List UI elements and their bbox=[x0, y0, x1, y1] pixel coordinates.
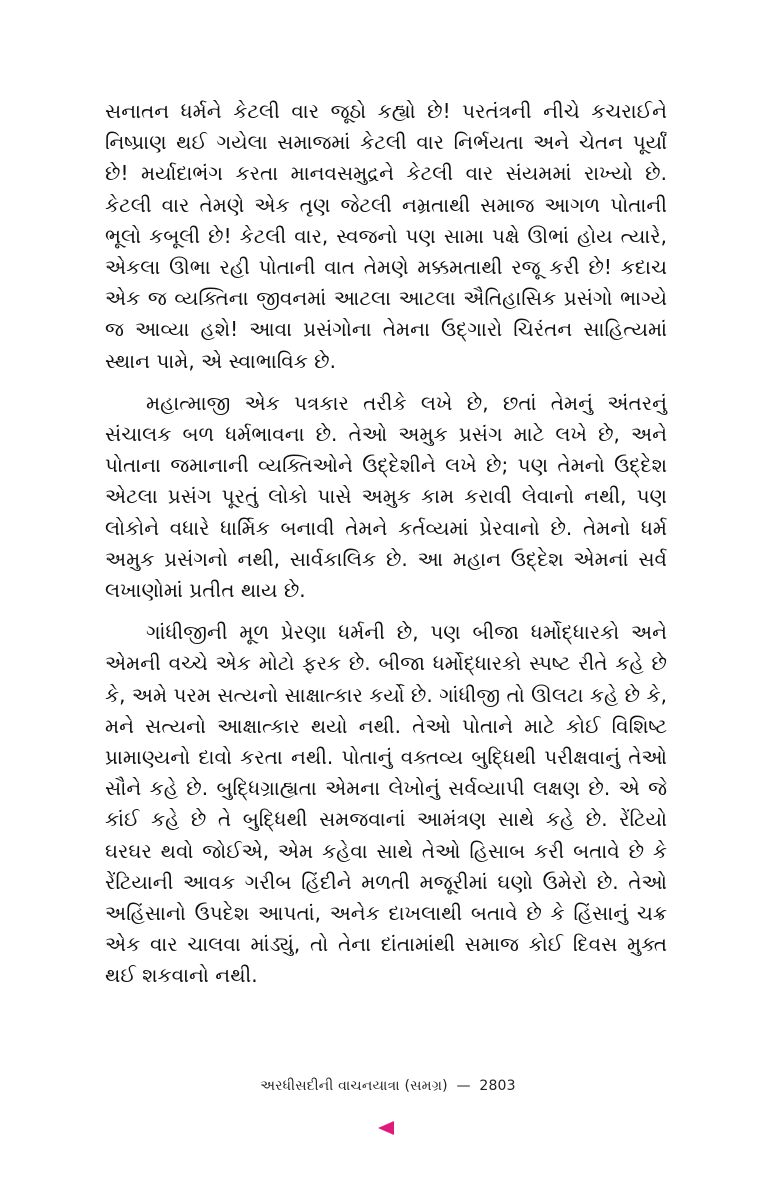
paragraph-1: સનાતન ધર્મને કેટલી વાર જૂઠો કહ્યો છે! પરતંત્રની નીચે કચરાઈને નિષ્પ્રાણ થઈ ગયેલા સમાજમાં કેટલી વાર નિર્ભયતા અને ચેતન પૂર્યાં છે! મર્યાદાભંગ કરતા માનવસમુદ્રને કેટલી વાર સંયમમાં રાખ્યો છે. કેટલી વાર તેમણે એક તૃણ જેટલી નમ્રતાથી સમાજ આગળ પોતાની ભૂલો કબૂલી છે! કેટલી વાર, સ્વજનો પણ સામા પક્ષે ઊભાં હોય ત્યારે, એકલા ઊભા રહી પોતાની વાત તેમણે મક્કમતાથી રજૂ કરી છે! કદાચ એક જ વ્યક્તિના જીવનમાં આટલા આટલા ઐતિહાસિક પ્રસંગો ભાગ્યે જ આવ્યા હશે! આવા પ્રસંગોના તેમના ઉદ્‌ગારો ચિરંતન સાહિત્યમાં સ્થાન પામે, એ સ્વાભાવિક છે. bbox=[105, 99, 667, 373]
paragraph-2: મહાત્માજી એક પત્રકાર તરીકે લખે છે, છતાં તેમનું અંતરનું સંચાલક બળ ધર્મભાવના છે. તેઓ અમુક પ્રસંગ માટે લખે છે, અને પોતાના જમાનાની વ્યક્તિઓને ઉદ્દેશીને લખે છે; પણ તેમનો ઉદ્દેશ એટલા પ્રસંગ પૂરતું લોકો પાસે અમુક કામ કરાવી લેવાનો નથી, પણ લોકોને વધારે ધાર્મિક બનાવી તેમને કર્તવ્યમાં પ્રેરવાનો છે. તેમનો ધર્મ અમુક પ્રસંગનો નથી, સાર્વકાલિક છે. આ મહાન ઉદ્દેશ એમનાં સર્વ લખાણોમાં પ્રતીત થાય છે. bbox=[105, 390, 667, 603]
previous-page-arrow-icon[interactable] bbox=[378, 1121, 394, 1135]
body-text bbox=[105, 96, 667, 1003]
paragraph-3: ગાંધીજીની મૂળ પ્રેરણા ધર્મની છે, પણ બીજા ધર્મોદ્ધારકો અને એમની વચ્ચે એક મોટો ફરક છે. બીજા ધર્મોદ્ધારકો સ્પષ્ટ રીતે કહે છે કે, અમે પરમ સત્યનો સાક્ષાત્કાર કર્યો છે. ગાંધીજી તો ઊલટા કહે છે કે, મને સત્યનો આક્ષાત્કાર થયો નથી. તેઓ પોતાને માટે કોઈ વિશિષ્ટ પ્રામાણ્યનો દાવો કરતા નથી. પોતાનું વક્તવ્ય બુદ્ધિથી પરીક્ષવાનું તેઓ સૌને કહે છે. બુદ્ધિગ્રાહ્યતા એમના લેખોનું સર્વવ્યાપી લક્ષણ છે. એ જે કાંઈ કહે છે તે બુદ્ધિથી સમજવાનાં આમંત્રણ સાથે કહે છે. રેંટિયો ઘરઘર થવો જોઈએ, એમ કહેવા સાથે તેઓ હિસાબ કરી બતાવે છે કે રેંટિયાની આવક ગરીબ હિંદીને મળતી મજૂરીમાં ઘણો ઉમેરો છે. તેઓ અહિંસાનો ઉપદેશ આપતાં, અનેક દાખલાથી બતાવે છે કે હિંસાનું ચક્ર એક વાર ચાલવા માંડ્યું, તો તેના દાંતામાંથી સમાજ કોઈ દિવસ મુક્ત થઈ શકવાનો નથી. bbox=[105, 620, 667, 988]
footer-separator: — bbox=[456, 1078, 471, 1094]
page-number: 2803 bbox=[479, 1078, 516, 1094]
page-footer bbox=[0, 1078, 776, 1094]
book-title: અરધીસદીની વાચનયાત્રા (સમગ્ર) bbox=[260, 1078, 448, 1094]
